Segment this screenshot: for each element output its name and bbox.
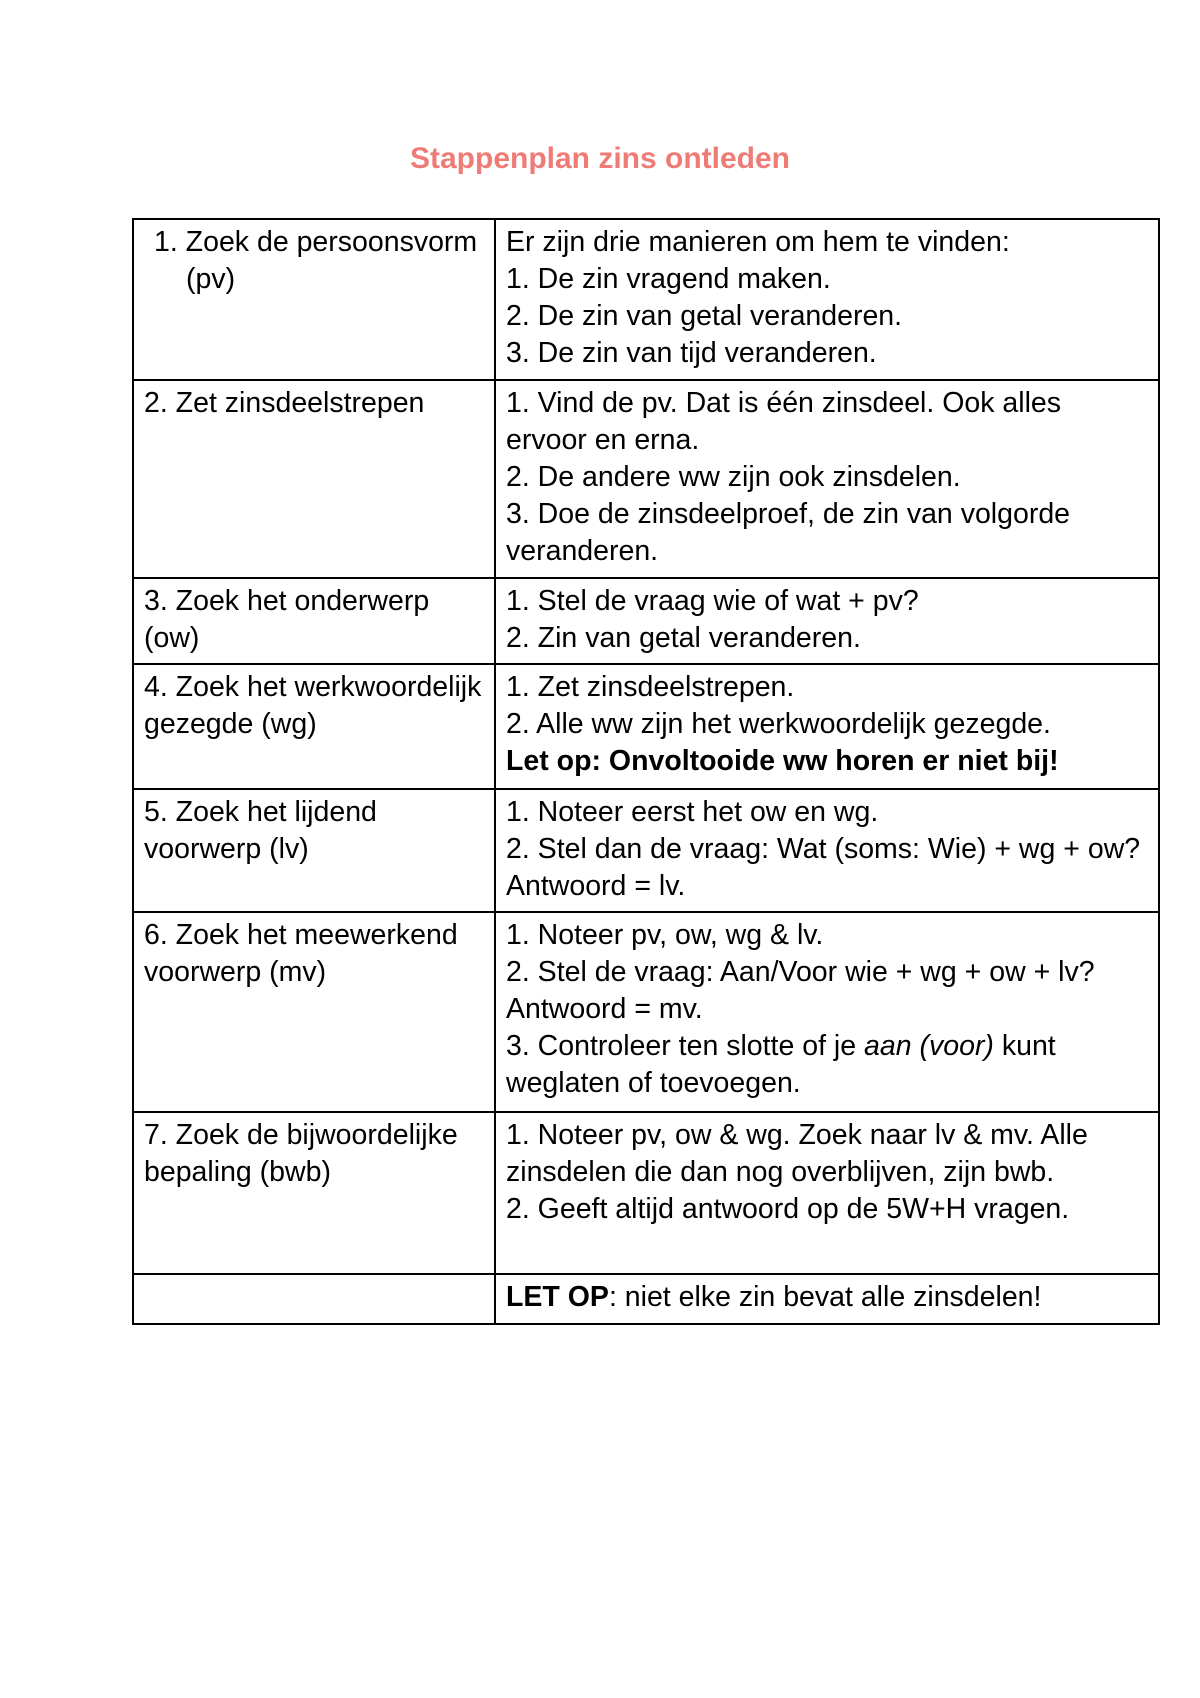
- steps-table: [132, 218, 1160, 1325]
- step-label: 6. Zoek het meewerkend voorwerp (mv): [144, 919, 458, 988]
- step-cell: [133, 789, 495, 912]
- instruction-item: 2. Stel dan de vraag: Wat (soms: Wie) + wg + ow? Antwoord = lv.: [506, 833, 1141, 902]
- instruction-item: 2. Stel de vraag: Aan/Voor wie + wg + ow + lv? Antwoord = mv.: [506, 956, 1095, 1025]
- step-label: 4. Zoek het werkwoordelijk gezegde (wg): [144, 671, 482, 740]
- table-row: [133, 664, 1159, 789]
- step-cell: [133, 1112, 495, 1274]
- instruction-item: 1. Vind de pv. Dat is één zinsdeel. Ook alles ervoor en erna.: [506, 387, 1062, 456]
- instruction-item-start: 3. Controleer ten slotte of je: [506, 1030, 865, 1062]
- step-cell: [133, 912, 495, 1112]
- instruction-item: 1. Stel de vraag wie of wat + pv?: [506, 585, 919, 617]
- instruction-cell: [495, 912, 1159, 1112]
- instruction-item: 2. Zin van getal veranderen.: [506, 622, 861, 654]
- step-label: 3. Zoek het onderwerp (ow): [144, 585, 430, 654]
- table-row: [133, 578, 1159, 664]
- instruction-item: [506, 1028, 1148, 1102]
- instruction-intro: Er zijn drie manieren om hem te vinden:: [506, 226, 1010, 258]
- warning-text: Let op: Onvoltooide ww horen er niet bij!: [506, 745, 1059, 777]
- instruction-cell: [495, 1112, 1159, 1274]
- table-row: [133, 1274, 1159, 1324]
- instruction-item: 2. Geeft altijd antwoord op de 5W+H vragen.: [506, 1193, 1070, 1225]
- instruction-item: 1. Noteer pv, ow, wg & lv.: [506, 919, 824, 951]
- instruction-item: 2. Alle ww zijn het werkwoordelijk gezegde.: [506, 708, 1051, 740]
- table-row: [133, 380, 1159, 578]
- instruction-cell: [495, 219, 1159, 380]
- instruction-item: 1. De zin vragend maken.: [506, 263, 831, 295]
- instruction-item: 1. Zet zinsdeelstrepen.: [506, 671, 795, 703]
- step-cell: [133, 380, 495, 578]
- table-row: [133, 219, 1159, 380]
- step-cell: [133, 219, 495, 380]
- table-row: [133, 912, 1159, 1112]
- table-row: [133, 1112, 1159, 1274]
- instruction-item: 3. Doe de zinsdeelproef, de zin van volgorde veranderen.: [506, 498, 1071, 567]
- instruction-item: 1. Noteer eerst het ow en wg.: [506, 796, 879, 828]
- step-label: 7. Zoek de bijwoordelijke bepaling (bwb): [144, 1119, 458, 1188]
- instruction-item-end: kunt weglaten of toevoegen.: [506, 1030, 1056, 1099]
- step-label: 1. Zoek de persoonsvorm (pv): [154, 226, 478, 295]
- instruction-item: 2. De andere ww zijn ook zinsdelen.: [506, 461, 961, 493]
- instruction-cell: [495, 1274, 1159, 1324]
- table-row: [133, 789, 1159, 912]
- step-label: 5. Zoek het lijdend voorwerp (lv): [144, 796, 377, 865]
- instruction-item-emphasis: aan (voor): [864, 1030, 994, 1062]
- instruction-cell: [495, 578, 1159, 664]
- instruction-cell: [495, 789, 1159, 912]
- instruction-item: 1. Noteer pv, ow & wg. Zoek naar lv & mv. Alle zinsdelen die dan nog overblijven, zijn bwb.: [506, 1119, 1088, 1188]
- instruction-item: 2. De zin van getal veranderen.: [506, 300, 903, 332]
- step-cell: [133, 1274, 495, 1324]
- instruction-cell: [495, 664, 1159, 789]
- instruction-cell: [495, 380, 1159, 578]
- note-text: [506, 1279, 1148, 1316]
- note-rest: : niet elke zin bevat alle zinsdelen!: [608, 1281, 1042, 1313]
- step-label: 2. Zet zinsdeelstrepen: [144, 387, 425, 419]
- step-cell: [133, 578, 495, 664]
- instruction-item: 3. De zin van tijd veranderen.: [506, 337, 877, 369]
- note-emphasis: LET OP: [506, 1281, 609, 1313]
- page-title: Stappenplan zins ontleden: [409, 142, 791, 175]
- step-cell: [133, 664, 495, 789]
